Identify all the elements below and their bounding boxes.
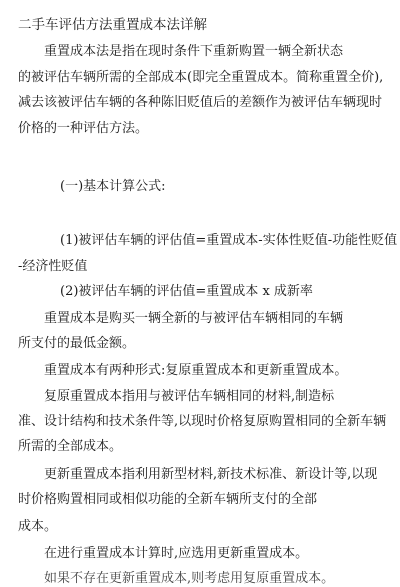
intro-line-2: 的被评估车辆所需的全部成本(即完全重置成本。简称重置全价), <box>18 70 384 85</box>
forms-paragraph: 重置成本有两种形式:复原重置成本和更新重置成本。 <box>44 363 348 378</box>
formula-1-line-1: (1)被评估车辆的评估值=重置成本-实体性贬值-功能性贬值 <box>60 233 398 248</box>
update-paragraph-line-3: 成本。 <box>18 519 58 534</box>
cost-paragraph-line-1: 重置成本是购买一辆全新的与被评估车辆相同的车辆 <box>44 311 344 326</box>
update-paragraph-line-2: 时价格购置相同或相似功能的全新车辆所支付的全部 <box>18 492 318 507</box>
cost-paragraph-line-2: 所支付的最低金额。 <box>18 336 136 351</box>
restore-paragraph-line-3: 所需的全部成本。 <box>18 439 123 454</box>
restore-paragraph-line-1: 复原重置成本指用与被评估车辆相同的材料,制造标 <box>44 389 335 404</box>
restore-paragraph-line-2: 准、设计结构和技术条件等,以现时价格复原购置相同的全新车辆 <box>18 414 387 429</box>
document-title: 二手车评估方法重置成本法详解 <box>18 17 207 33</box>
update-paragraph-line-1: 更新重置成本指利用新型材料,新技术标准、新设计等,以现 <box>44 467 378 482</box>
cutoff-paragraph: 如果不存在更新重置成本,则考虑用复原重置成本。 <box>44 571 335 586</box>
intro-line-4: 价格的一种评估方法。 <box>18 121 149 136</box>
choice-paragraph: 在进行重置成本计算时,应选用更新重置成本。 <box>44 546 309 561</box>
intro-line-1: 重置成本法是指在现时条件下重新购置一辆全新状态 <box>44 44 344 59</box>
section-heading: (一)基本计算公式: <box>60 179 166 194</box>
intro-line-3: 减去该被评估车辆的各种陈旧贬值后的差额作为被评估车辆现时 <box>18 95 383 110</box>
formula-2: (2)被评估车辆的评估值=重置成本 x 成新率 <box>60 284 313 299</box>
formula-1-line-2: -经济性贬值 <box>18 259 88 274</box>
